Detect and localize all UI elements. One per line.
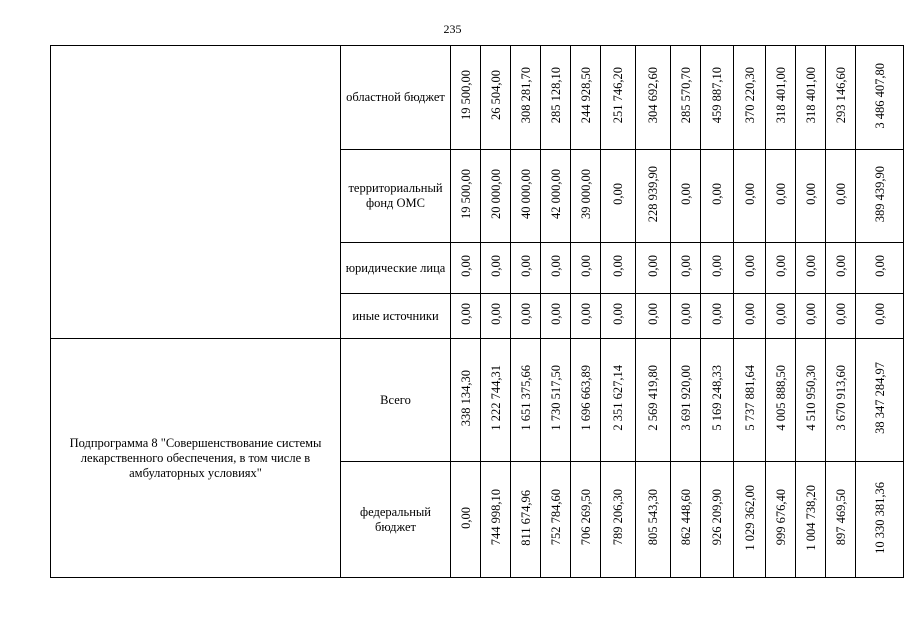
value-text: 3 691 920,00: [678, 365, 693, 431]
value-text: 0,00: [742, 183, 757, 206]
value-text: 744 998,10: [488, 489, 503, 546]
value-cell: [766, 293, 796, 338]
value-text: 0,00: [458, 506, 473, 529]
value-cell: [766, 462, 796, 578]
value-text: 459 887,10: [710, 67, 724, 124]
value-text: 0,00: [710, 183, 724, 206]
value-cell: [766, 46, 796, 150]
value-text: 1 222 744,31: [488, 365, 503, 431]
value-cell: [671, 462, 701, 578]
value-text: 897 469,50: [833, 489, 848, 546]
value-text: 26 504,00: [488, 70, 503, 121]
value-text: 285 128,10: [548, 67, 563, 124]
value-text: 0,00: [518, 303, 533, 325]
value-text: 4 005 888,50: [773, 365, 788, 431]
value-cell: [826, 293, 856, 338]
value-text: 0,00: [773, 183, 788, 206]
value-cell: [856, 46, 904, 150]
value-text: 0,00: [803, 255, 818, 278]
value-text: 2 569 419,80: [646, 365, 660, 431]
value-cell: [796, 462, 826, 578]
value-cell: [541, 339, 571, 462]
value-text: 40 000,00: [518, 169, 533, 220]
value-text: 1 651 375,66: [518, 365, 533, 431]
value-cell: [856, 462, 904, 578]
value-text: 1 696 663,89: [578, 365, 593, 431]
value-cell: [671, 243, 701, 293]
value-text: 308 281,70: [518, 67, 533, 124]
value-text: 3 486 407,80: [872, 62, 887, 129]
value-cell: [571, 293, 601, 338]
value-cell: [541, 46, 571, 150]
value-cell: [481, 462, 511, 578]
value-text: 789 206,30: [611, 489, 625, 546]
value-cell: [671, 293, 701, 338]
value-cell: [796, 46, 826, 150]
value-cell: [601, 243, 636, 293]
value-cell: [671, 149, 701, 243]
value-text: 0,00: [872, 303, 887, 325]
value-text: 999 676,40: [773, 489, 788, 546]
value-cell: [734, 293, 766, 338]
value-text: 0,00: [833, 255, 848, 278]
value-text: 0,00: [803, 303, 818, 325]
value-cell: [701, 462, 734, 578]
table-row: [51, 46, 904, 150]
value-text: 0,00: [678, 255, 693, 278]
value-text: 0,00: [678, 183, 693, 206]
value-cell: [796, 243, 826, 293]
value-cell: [481, 46, 511, 150]
value-cell: [481, 293, 511, 338]
value-text: 3 670 913,60: [833, 365, 848, 431]
value-text: 4 510 950,30: [803, 365, 818, 431]
value-cell: [701, 339, 734, 462]
value-text: 304 692,60: [646, 67, 660, 124]
value-cell: [636, 293, 671, 338]
value-text: 0,00: [710, 255, 724, 278]
value-cell: [636, 339, 671, 462]
value-cell: [766, 243, 796, 293]
value-cell: [451, 293, 481, 338]
value-cell: [601, 462, 636, 578]
funding-source: юридические лица: [341, 243, 451, 293]
value-text: 0,00: [803, 183, 818, 206]
value-text: 0,00: [518, 255, 533, 278]
value-cell: [826, 243, 856, 293]
funding-source: федеральный бюджет: [341, 462, 451, 578]
page-number: 235: [443, 22, 462, 36]
value-text: 318 401,00: [803, 67, 818, 124]
value-cell: [671, 46, 701, 150]
value-text: 1 730 517,50: [548, 365, 563, 431]
value-text: 0,00: [773, 303, 788, 325]
value-text: 0,00: [458, 303, 473, 325]
value-cell: [766, 149, 796, 243]
value-text: 862 448,60: [678, 489, 693, 546]
value-cell: [451, 243, 481, 293]
value-text: 0,00: [578, 303, 593, 325]
value-cell: [636, 149, 671, 243]
value-text: 38 347 284,97: [872, 362, 887, 435]
value-text: 5 737 881,64: [742, 365, 757, 431]
value-cell: [511, 339, 541, 462]
value-text: 19 500,00: [458, 169, 473, 220]
value-text: 0,00: [678, 303, 693, 325]
value-text: 752 784,60: [548, 489, 563, 546]
value-cell: [701, 243, 734, 293]
value-text: 0,00: [611, 183, 625, 206]
value-cell: [856, 149, 904, 243]
value-cell: [571, 149, 601, 243]
value-cell: [734, 243, 766, 293]
value-cell: [826, 46, 856, 150]
value-text: 0,00: [548, 255, 563, 278]
value-cell: [701, 46, 734, 150]
value-cell: [451, 339, 481, 462]
value-cell: [451, 46, 481, 150]
value-cell: [826, 149, 856, 243]
value-text: 0,00: [773, 255, 788, 278]
value-text: 244 928,50: [578, 67, 593, 124]
value-text: 706 269,50: [578, 489, 593, 546]
value-cell: [856, 293, 904, 338]
value-cell: [541, 293, 571, 338]
value-cell: [671, 339, 701, 462]
value-text: 0,00: [488, 255, 503, 278]
value-text: 0,00: [488, 303, 503, 325]
value-cell: [601, 293, 636, 338]
value-cell: [601, 339, 636, 462]
value-text: 10 330 381,36: [872, 481, 887, 554]
value-cell: [856, 243, 904, 293]
value-cell: [451, 462, 481, 578]
value-text: 318 401,00: [773, 67, 788, 124]
value-cell: [701, 149, 734, 243]
value-text: 0,00: [611, 303, 625, 325]
funding-source: территориальный фонд ОМС: [341, 149, 451, 243]
value-text: 370 220,30: [742, 67, 757, 124]
value-text: 1 004 738,20: [803, 484, 818, 551]
value-cell: [511, 243, 541, 293]
value-cell: [796, 149, 826, 243]
value-cell: [511, 149, 541, 243]
value-cell: [766, 339, 796, 462]
value-cell: [826, 339, 856, 462]
value-text: 42 000,00: [548, 169, 563, 220]
value-cell: [636, 46, 671, 150]
value-cell: [571, 462, 601, 578]
value-cell: [481, 243, 511, 293]
value-cell: [511, 293, 541, 338]
program-cell-empty: [51, 46, 341, 339]
value-text: 0,00: [833, 303, 848, 325]
value-cell: [541, 462, 571, 578]
value-text: 0,00: [742, 255, 757, 278]
value-text: 0,00: [458, 255, 473, 278]
value-cell: [636, 243, 671, 293]
value-cell: [511, 46, 541, 150]
value-text: 338 134,30: [458, 370, 473, 427]
value-text: 5 169 248,33: [710, 365, 724, 431]
value-text: 0,00: [578, 255, 593, 278]
budget-table: [50, 45, 904, 578]
value-text: 251 746,20: [611, 67, 625, 124]
value-cell: [636, 462, 671, 578]
value-cell: [734, 462, 766, 578]
value-text: 0,00: [548, 303, 563, 325]
funding-source: иные источники: [341, 293, 451, 338]
value-text: 811 674,96: [518, 489, 533, 546]
value-text: 1 029 362,00: [742, 484, 757, 551]
value-cell: [734, 149, 766, 243]
value-text: 805 543,30: [646, 489, 660, 546]
value-text: 926 209,90: [710, 489, 724, 546]
value-text: 293 146,60: [833, 67, 848, 124]
value-cell: [541, 149, 571, 243]
value-cell: [856, 339, 904, 462]
table-row: [51, 339, 904, 462]
program-name: Подпрограмма 8 "Совершенствование системы лекарственного обеспечения, в том числе в амбулаторных условиях": [51, 339, 341, 578]
value-text: 0,00: [646, 303, 660, 325]
value-cell: [571, 46, 601, 150]
value-cell: [481, 339, 511, 462]
value-text: 2 351 627,14: [611, 365, 625, 431]
value-text: 228 939,90: [646, 165, 660, 223]
value-cell: [541, 243, 571, 293]
value-cell: [601, 46, 636, 150]
value-cell: [451, 149, 481, 243]
value-cell: [796, 339, 826, 462]
value-text: 20 000,00: [488, 169, 503, 220]
value-text: 389 439,90: [872, 165, 887, 223]
value-text: 0,00: [646, 255, 660, 278]
value-text: 0,00: [710, 303, 724, 325]
value-text: 0,00: [872, 255, 887, 278]
value-cell: [571, 243, 601, 293]
value-cell: [601, 149, 636, 243]
funding-source: Всего: [341, 339, 451, 462]
value-cell: [826, 462, 856, 578]
value-text: 0,00: [833, 183, 848, 206]
value-text: 0,00: [742, 303, 757, 325]
funding-source: областной бюджет: [341, 46, 451, 150]
value-cell: [481, 149, 511, 243]
value-cell: [701, 293, 734, 338]
value-text: 0,00: [611, 255, 625, 278]
value-text: 19 500,00: [458, 70, 473, 121]
value-cell: [734, 46, 766, 150]
value-text: 39 000,00: [578, 169, 593, 220]
value-cell: [511, 462, 541, 578]
value-cell: [734, 339, 766, 462]
value-cell: [796, 293, 826, 338]
value-text: 285 570,70: [678, 67, 693, 124]
value-cell: [571, 339, 601, 462]
